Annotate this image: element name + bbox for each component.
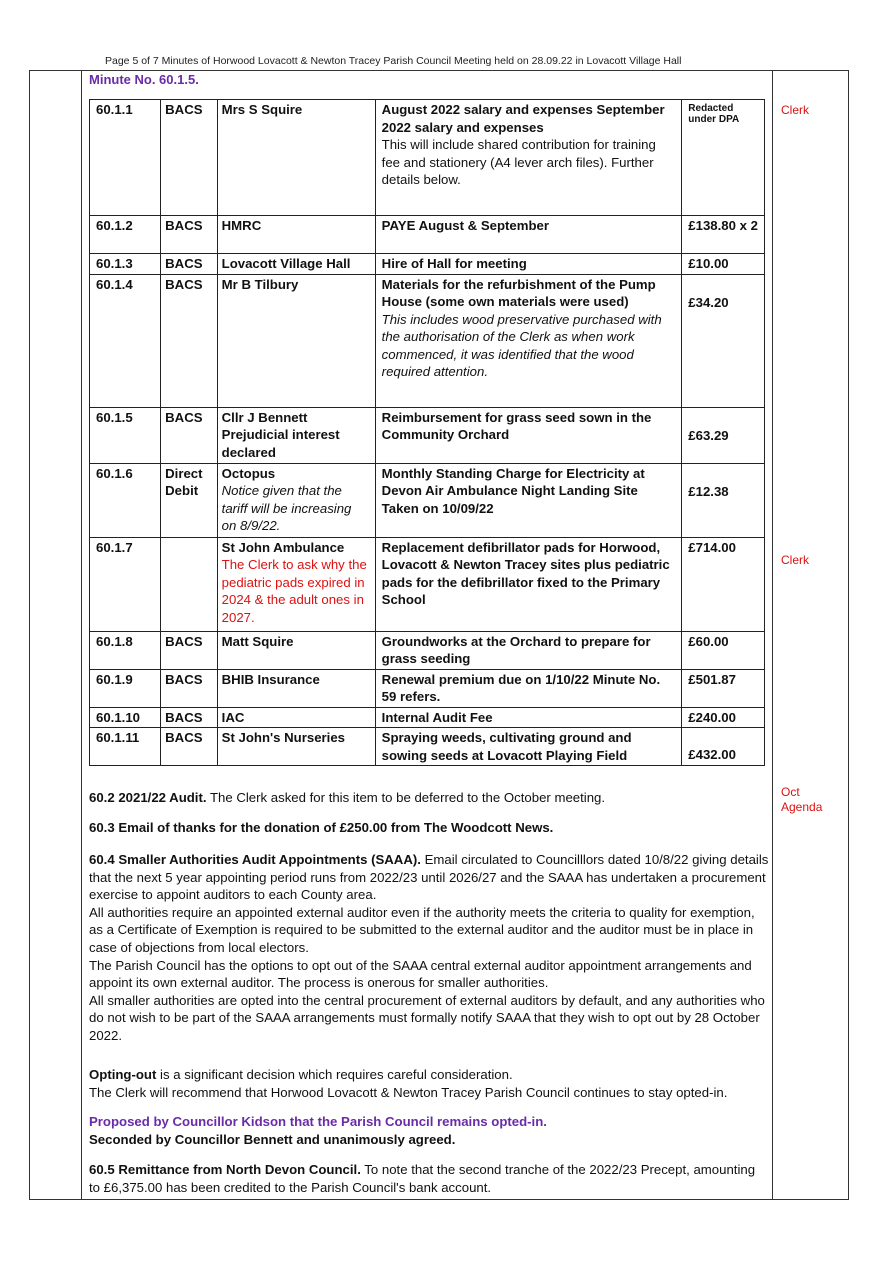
payment-description: Reimbursement for grass seed sown in the Community Orchard [375, 407, 682, 463]
amount-value: £63.29 [688, 427, 729, 443]
payee: Matt Squire [217, 631, 375, 669]
payment-description: Spraying weeds, cultivating ground and sowing seeds at Lovacott Playing Field [375, 728, 682, 766]
item-60-4-para-3: The Parish Council has the options to opt out of the SAAA central external auditor appointment arrangements and appoint its own external auditor. The process is onerous for smaller authorities. [89, 957, 752, 991]
opting-line-1 [89, 1066, 769, 1084]
payment-amount [682, 463, 765, 537]
payment-no: 60.1.5 [90, 407, 161, 463]
payment-description: Groundworks at the Orchard to prepare for grass seeding [375, 631, 682, 669]
payee [217, 537, 375, 631]
payment-amount: £10.00 [682, 254, 765, 275]
table-row [90, 631, 765, 669]
payment-method: BACS [161, 631, 218, 669]
payment-method: Direct Debit [161, 463, 218, 537]
opting-out-section [89, 1066, 769, 1101]
payment-method: BACS [161, 274, 218, 407]
action-column [772, 71, 848, 1199]
payment-amount: £138.80 x 2 [682, 216, 765, 254]
amount-value: £34.20 [688, 294, 729, 310]
payee: BHIB Insurance [217, 669, 375, 707]
description-bold: Materials for the refurbishment of the Pump House (some own materials were used) [381, 276, 656, 309]
opting-heading: Opting-out [89, 1067, 157, 1082]
payment-method: BACS [161, 216, 218, 254]
table-row [90, 216, 765, 254]
action-note-clerk: Clerk [781, 103, 810, 117]
payment-no: 60.1.7 [90, 537, 161, 631]
payee: Mrs S Squire [217, 100, 375, 216]
payment-no: 60.1.10 [90, 707, 161, 728]
table-row [90, 254, 765, 275]
payment-method [161, 537, 218, 631]
payment-no: 60.1.2 [90, 216, 161, 254]
table-row [90, 274, 765, 407]
description-italic: This includes wood preservative purchased with the authorisation of the Clerk as when work commenced, it was identified that the wood required attention. [381, 311, 662, 379]
payment-description: Hire of Hall for meeting [375, 254, 682, 275]
item-60-4-para-2: All authorities require an appointed external auditor even if the authority meets the criteria to quality for exemption, as a Certificate of Exemption is required to be submitted to the external auditor and the auditor must be in place in case of objections from local electors. [89, 904, 755, 955]
description-plain: This will include shared contribution for training fee and stationery (A4 lever arch files). Further details below. [381, 137, 656, 187]
payment-method: BACS [161, 707, 218, 728]
table-row [90, 463, 765, 537]
payment-description: Monthly Standing Charge for Electricity at Devon Air Ambulance Night Landing Site Taken on 10/09/22 [375, 463, 682, 537]
payment-amount: £60.00 [682, 631, 765, 669]
payment-no: 60.1.4 [90, 274, 161, 407]
payee-name: Octopus [221, 465, 276, 481]
left-margin-column [30, 71, 82, 1199]
description-bold: August 2022 salary and expenses September 2022 salary and expenses [381, 102, 665, 135]
item-60-4-para-4: All smaller authorities are opted into the central procurement of external auditors by default, and any authorities who do not wish to be part of the SAAA arrangements must formally notify SAAA that they wish to opt out by 28 October 2022. [89, 992, 765, 1043]
opting-text: is a significant decision which requires careful consideration. [156, 1067, 513, 1082]
item-text: The Clerk asked for this item to be deferred to the October meeting. [206, 790, 606, 805]
payment-method: BACS [161, 728, 218, 766]
payment-no: 60.1.8 [90, 631, 161, 669]
payee-name: St John Ambulance [221, 539, 345, 555]
payment-amount [682, 274, 765, 407]
item-heading: 60.2 2021/22 Audit. [89, 790, 207, 805]
payment-description [375, 274, 682, 407]
table-row [90, 728, 765, 766]
seconded-motion: Seconded by Councillor Bennett and unanimously agreed. [89, 1132, 456, 1147]
action-note-clerk: Clerk [781, 553, 810, 567]
payment-method: BACS [161, 254, 218, 275]
minute-title: Minute No. 60.1.5. [89, 72, 199, 87]
payment-description: PAYE August & September [375, 216, 682, 254]
payee [217, 463, 375, 537]
payment-method: BACS [161, 407, 218, 463]
payment-amount: £714.00 [682, 537, 765, 631]
payment-description [375, 100, 682, 216]
payment-amount: £501.87 [682, 669, 765, 707]
item-60-3: 60.3 Email of thanks for the donation of £250.00 from The Woodcott News. [89, 820, 554, 835]
item-text: Email circulated to Councilllors dated 10/8/22 giving details that the next 5 year appointing period runs from 2022/23 until 2026/27 and the SAAA has undertaken a procurement exercise to appoint auditors to each County area. [89, 852, 769, 903]
payee: Mr B Tilbury [217, 274, 375, 407]
item-60-2 [89, 789, 769, 807]
table-row [90, 537, 765, 631]
item-60-5 [89, 1161, 769, 1196]
payee: Lovacott Village Hall [217, 254, 375, 275]
item-60-4 [89, 851, 769, 1045]
table-row [90, 669, 765, 707]
item-heading: 60.5 Remittance from North Devon Council. [89, 1162, 361, 1177]
item-heading: 60.4 Smaller Authorities Audit Appointments (SAAA). [89, 852, 421, 867]
amount-value: £432.00 [688, 747, 736, 762]
payment-no: 60.1.11 [90, 728, 161, 766]
payment-description: Renewal premium due on 1/10/22 Minute No. 59 refers. [375, 669, 682, 707]
page-header: Page 5 of 7 Minutes of Horwood Lovacott & Newton Tracey Parish Council Meeting held on 28.09.22 in Lovacott Village Hall [105, 55, 682, 67]
proposed-motion: Proposed by Councillor Kidson that the Parish Council remains opted-in. [89, 1114, 547, 1129]
payment-amount: Redacted under DPA [682, 100, 765, 216]
payment-no: 60.1.9 [90, 669, 161, 707]
payment-method: BACS [161, 100, 218, 216]
action-note-oct-agenda: Oct Agenda [781, 785, 823, 814]
payee-note: Notice given that the tariff will be increasing on 8/9/22. [221, 483, 352, 533]
payment-description: Replacement defibrillator pads for Horwood, Lovacott & Newton Tracey sites plus pediatric pads for the defibrillator fixed to the Primary School [375, 537, 682, 631]
item-60-4-para-1 [89, 851, 769, 904]
payment-amount [682, 407, 765, 463]
table-row [90, 707, 765, 728]
payment-method: BACS [161, 669, 218, 707]
payee: HMRC [217, 216, 375, 254]
amount-value: £12.38 [688, 483, 729, 499]
table-row [90, 407, 765, 463]
payment-amount [682, 728, 765, 766]
payment-no: 60.1.3 [90, 254, 161, 275]
payments-table [89, 99, 765, 766]
main-column [82, 71, 774, 1199]
payee: IAC [217, 707, 375, 728]
payment-amount: £240.00 [682, 707, 765, 728]
payment-description: Internal Audit Fee [375, 707, 682, 728]
table-row [90, 100, 765, 216]
payee: St John's Nurseries [217, 728, 375, 766]
payment-no: 60.1.6 [90, 463, 161, 537]
opting-line-2: The Clerk will recommend that Horwood Lovacott & Newton Tracey Parish Council continues to stay opted-in. [89, 1084, 728, 1100]
item-text: To note that the second tranche of the 2022/23 Precept, amounting to £6,375.00 has been credited to the Parish Council's bank account. [89, 1162, 756, 1195]
payee: Cllr J Bennett Prejudicial interest declared [217, 407, 375, 463]
payee-note: The Clerk to ask why the pediatric pads expired in 2024 & the adult ones in 2027. [221, 557, 367, 625]
minutes-frame [29, 70, 849, 1200]
payment-no: 60.1.1 [90, 100, 161, 216]
